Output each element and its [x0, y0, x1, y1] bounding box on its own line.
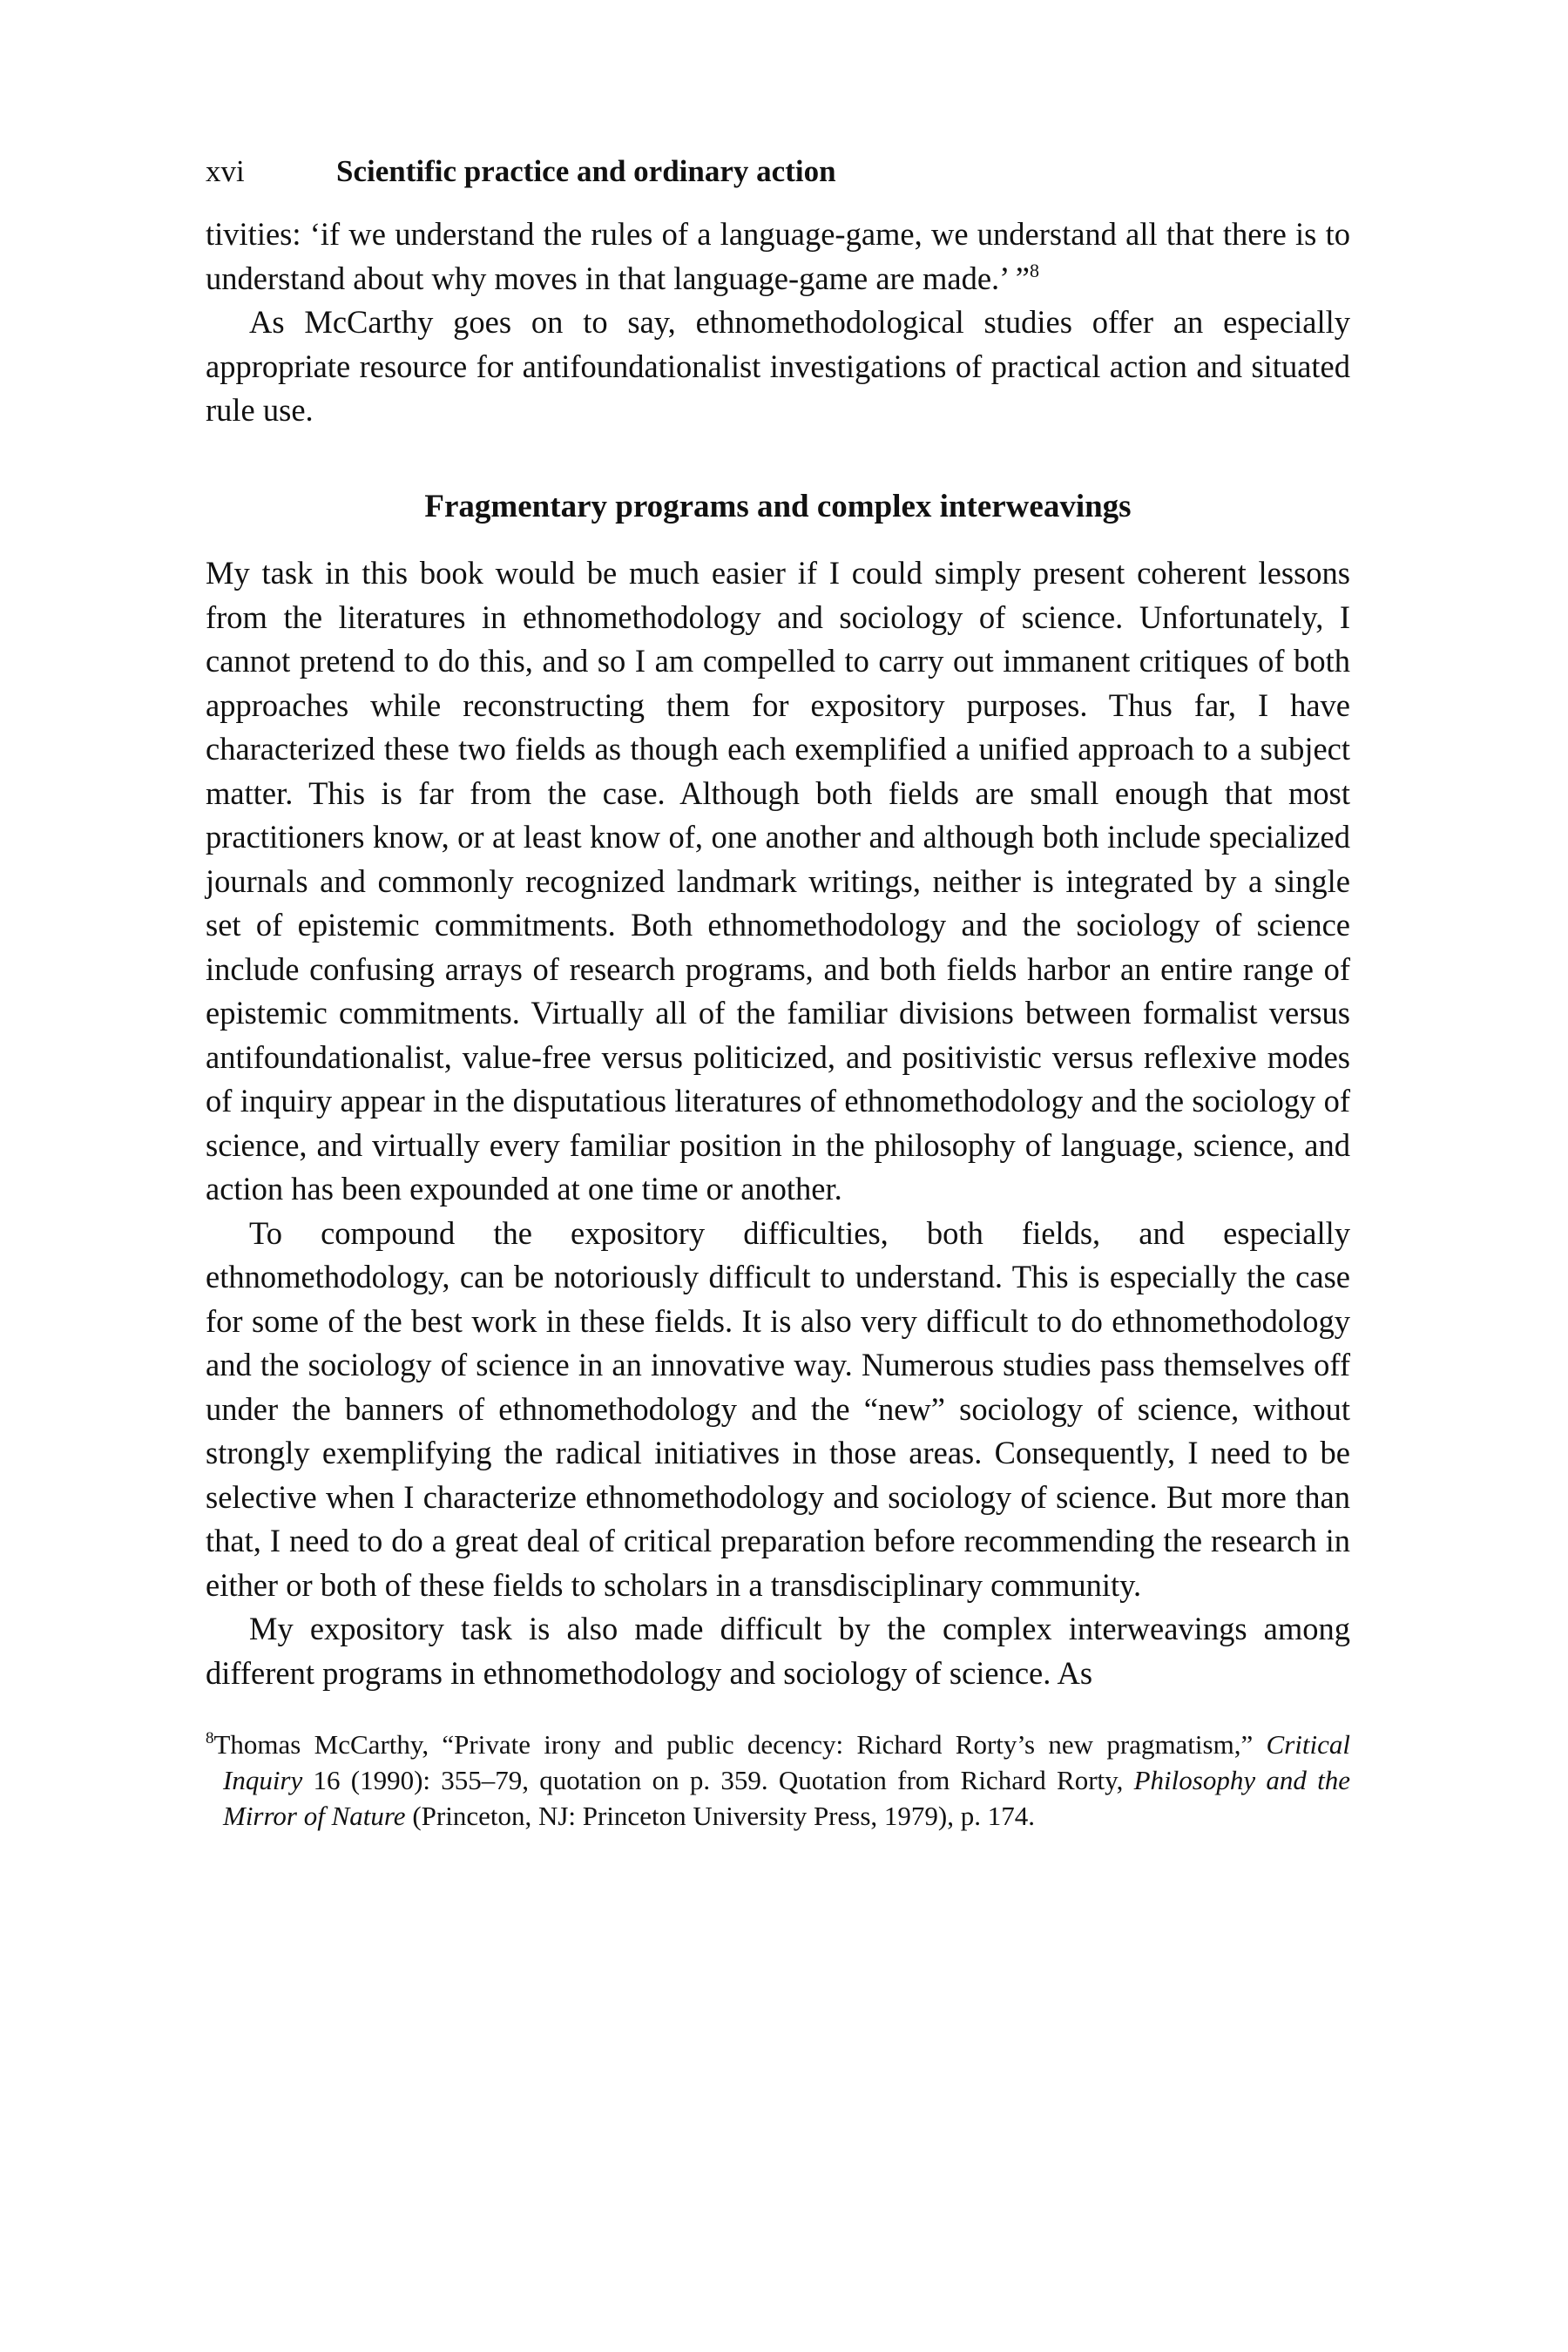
footnote-text-2: 16 (1990): 355–79, quotation on p. 359. Quotation from Richard Rorty, — [302, 1765, 1134, 1795]
page-number: xvi — [206, 154, 245, 188]
footnotes — [206, 1727, 1350, 1834]
footnote-journal: Critical Inquiry — [223, 1729, 1350, 1795]
section-paragraph-1: My task in this book would be much easier if I could simply present coherent lessons from the literatures in ethnomethodology and sociology of science. Unfortunately, I cannot pretend to do this, and so I am compelled to carry out immanent critiques of both approaches while reconstructing them for expository purposes. Thus far, I have characterized these two fields as though each exemplified a unified approach to a subject matter. This is far from the case. Although both fields are small enough that most practitioners know, or at least know of, one another and although both include specialized journals and commonly recognized landmark writings, neither is integrated by a single set of epistemic commitments. Both ethnomethodology and the sociology of science include confusing arrays of research programs, and both fields harbor an entire range of epistemic commitments. Virtually all of the familiar divisions between formalist versus antifoundationalist, value-free versus politicized, and positivistic versus reflexive modes of inquiry appear in the disputatious literatures of ethnomethodology and the sociology of science, and virtually every familiar position in the philosophy of language, science, and action has been expounded at one time or another. — [206, 555, 1350, 1206]
continued-paragraph — [206, 213, 1350, 301]
footnote-marker: 8 — [206, 1729, 214, 1747]
section-paragraph-2: To compound the expository difficulties, both fields, and especially ethnomethodology, can be notoriously difficult to understand. This is especially the case for some of the best work in these fields. It is also very difficult to do ethnomethodology and the sociology of science in an innovative way. Numerous studies pass themselves off under the banners of ethnomethodology and the “new” sociology of science, without strongly exemplifying the radical initiatives in those areas. Consequently, I need to be selective when I characterize ethnomethodology and sociology of science. But more than that, I need to do a great deal of critical preparation before recommending the research in either or both of these fields to scholars in a transdisciplinary community. — [206, 1214, 1350, 1603]
footnote-book: Philosophy and the Mirror of Nature — [223, 1765, 1350, 1831]
section-paragraph-3: My expository task is also made difficult by the complex interweavings among different programs in ethnomethodology and sociology of science. As — [206, 1611, 1350, 1691]
section-heading: Fragmentary programs and complex interweavings — [424, 488, 1132, 524]
running-head-title: Scientific practice and ordinary action — [336, 154, 836, 188]
running-head — [206, 150, 1350, 193]
continued-paragraph-text: tivities: ‘if we understand the rules of a language-game, we understand all that there is to understand about why moves in that language-game are made.’ ” — [206, 216, 1350, 296]
footnote-reference: 8 — [1029, 259, 1039, 281]
footnote-8 — [206, 1727, 1350, 1834]
paragraph-mccarthy: As McCarthy goes on to say, ethnomethodological studies offer an especially appropriate resource for antifoundationalist investigations of practical action and situated rule use. — [206, 304, 1350, 428]
footnote-text-3: (Princeton, NJ: Princeton University Press, 1979), p. 174. — [405, 1801, 1035, 1831]
footnote-text-1: Thomas McCarthy, “Private irony and public decency: Richard Rorty’s new pragmatism,” — [213, 1729, 1267, 1760]
